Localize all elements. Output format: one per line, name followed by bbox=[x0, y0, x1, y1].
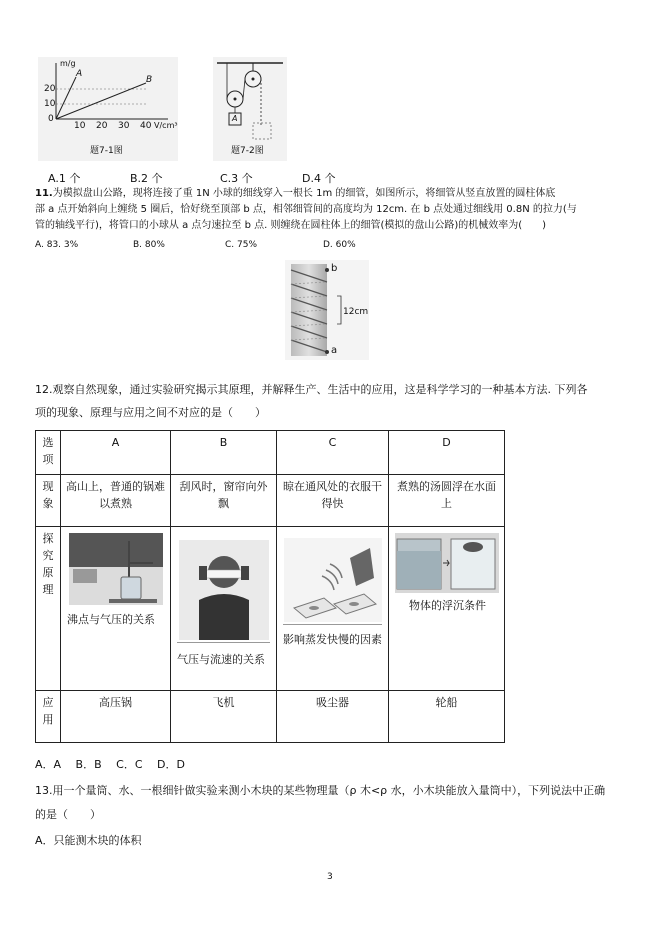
phenomenon-label-cell bbox=[36, 475, 61, 527]
q13-line-2: 的是（ ） bbox=[35, 808, 101, 821]
block-label: A bbox=[232, 114, 238, 123]
q12-line-1: 12.观察自然现象，通过实验研究揭示其原理，并解释生产、生活中的应用，这是科学学习的一种基本方法. 下列各 bbox=[35, 383, 588, 396]
principle-d-cell bbox=[389, 527, 505, 691]
table-row-principle bbox=[36, 527, 505, 691]
height-label: 12cm bbox=[343, 307, 369, 317]
boiling-experiment-photo bbox=[69, 533, 163, 605]
application-c: 吸尘器 bbox=[277, 691, 389, 743]
blowing-paper-photo bbox=[179, 540, 269, 640]
application-b: 飞机 bbox=[171, 691, 277, 743]
phenomenon-d: 煮熟的汤圆浮在水面上 bbox=[389, 475, 505, 527]
principle-c: 影响蒸发快慢的因素 bbox=[283, 633, 382, 646]
q10-option-c: C.3 个 bbox=[220, 172, 253, 185]
point-a-label: a bbox=[331, 345, 338, 356]
table-row-phenomenon bbox=[36, 475, 505, 527]
x-tick-40: 40 bbox=[140, 121, 152, 131]
principle-c-cell bbox=[277, 527, 389, 691]
q11-option-d: D. 60% bbox=[323, 240, 356, 250]
application-d: 轮船 bbox=[389, 691, 505, 743]
line-a-label: A bbox=[76, 69, 83, 79]
application-label: 应 用 bbox=[42, 696, 54, 726]
table-row-options bbox=[36, 431, 505, 475]
principle-label: 探 究 原 理 bbox=[42, 532, 54, 596]
figure-7-2 bbox=[213, 57, 287, 161]
principle-b: 气压与流速的关系 bbox=[177, 653, 265, 666]
q11-line-1 bbox=[35, 187, 555, 201]
application-label-cell bbox=[36, 691, 61, 743]
line-b-label: B bbox=[146, 75, 153, 85]
principle-a-cell bbox=[61, 527, 171, 691]
figure-caption: 题7-1图 bbox=[90, 146, 123, 156]
q11-option-c: C. 75% bbox=[225, 240, 258, 250]
option-b-cell: B bbox=[171, 431, 277, 475]
point-b-label: b bbox=[331, 263, 338, 274]
header-label-cell bbox=[36, 431, 61, 475]
q13-option-a: A．只能测木块的体积 bbox=[35, 834, 142, 847]
q11-number: 11. bbox=[35, 188, 53, 199]
options-table bbox=[35, 430, 505, 743]
principle-b-cell bbox=[171, 527, 277, 691]
q10-option-b: B.2 个 bbox=[130, 172, 163, 185]
q11-option-a: A. 83. 3% bbox=[35, 240, 79, 250]
y-tick-20: 20 bbox=[44, 84, 56, 94]
q11-option-b: B. 80% bbox=[133, 240, 165, 250]
y-tick-10: 10 bbox=[44, 99, 56, 109]
q13-line-1: 13.用一个量筒、水、一根细针做实验来测小木块的某些物理量（ρ 木<ρ 水，小木块能放入量筒中），下列说法中正确 bbox=[35, 784, 606, 797]
q12-answer-options: A．A B．B C．C D．D bbox=[35, 758, 185, 771]
y-axis-label: m/g bbox=[60, 59, 76, 68]
q11-text-1: 为模拟盘山公路，现将连接了重 1N 小球的细线穿入一根长 1m 的细管，如图所示，将细管从竖直放置的圆柱体底 bbox=[52, 188, 556, 199]
figure-7-1 bbox=[38, 57, 178, 161]
principle-a: 沸点与气压的关系 bbox=[67, 613, 155, 626]
header-label: 选 项 bbox=[42, 436, 54, 466]
principle-label-cell bbox=[36, 527, 61, 691]
option-d-cell: D bbox=[389, 431, 505, 475]
q11-line-3: 管的轴线平行)，将管口的小球从 a 点匀速拉至 b 点. 则缠绕在圆柱体上的细管(模拟的盘山公路)的机械效率为( ) bbox=[35, 220, 547, 231]
q11-line-2: 部 a 点开始斜向上缠绕 5 圈后，恰好绕至顶部 b 点，相邻细管间的高度均为 12cm. 在 b 点处通过细线用 0.8N 的拉力(与 bbox=[35, 204, 577, 215]
x-tick-30: 30 bbox=[118, 121, 130, 131]
x-tick-20: 20 bbox=[96, 121, 108, 131]
coiled-tube-figure bbox=[285, 260, 369, 360]
figure-caption: 题7-2图 bbox=[231, 146, 264, 156]
option-a-cell: A bbox=[61, 431, 171, 475]
phenomenon-a: 高山上，普通的锅难以煮熟 bbox=[61, 475, 171, 527]
q12-line-2: 项的现象、原理与应用之间不对应的是（ ） bbox=[35, 406, 266, 419]
phenomenon-label: 现 象 bbox=[42, 480, 54, 510]
evaporation-experiment-photo bbox=[284, 538, 382, 622]
q10-option-d: D.4 个 bbox=[302, 172, 336, 185]
floating-objects-photo bbox=[395, 533, 499, 593]
phenomenon-b: 刮风时，窗帘向外飘 bbox=[171, 475, 277, 527]
option-c-cell: C bbox=[277, 431, 389, 475]
y-tick-0: 0 bbox=[48, 114, 54, 124]
page-number: 3 bbox=[327, 872, 333, 882]
principle-d: 物体的浮沉条件 bbox=[409, 599, 486, 612]
phenomenon-c: 晾在通风处的衣服干得快 bbox=[277, 475, 389, 527]
q10-option-a: A.1 个 bbox=[48, 172, 81, 185]
application-a: 高压锅 bbox=[61, 691, 171, 743]
table-row-application bbox=[36, 691, 505, 743]
x-tick-10: 10 bbox=[74, 121, 86, 131]
x-axis-label: V/cm³ bbox=[154, 121, 178, 130]
